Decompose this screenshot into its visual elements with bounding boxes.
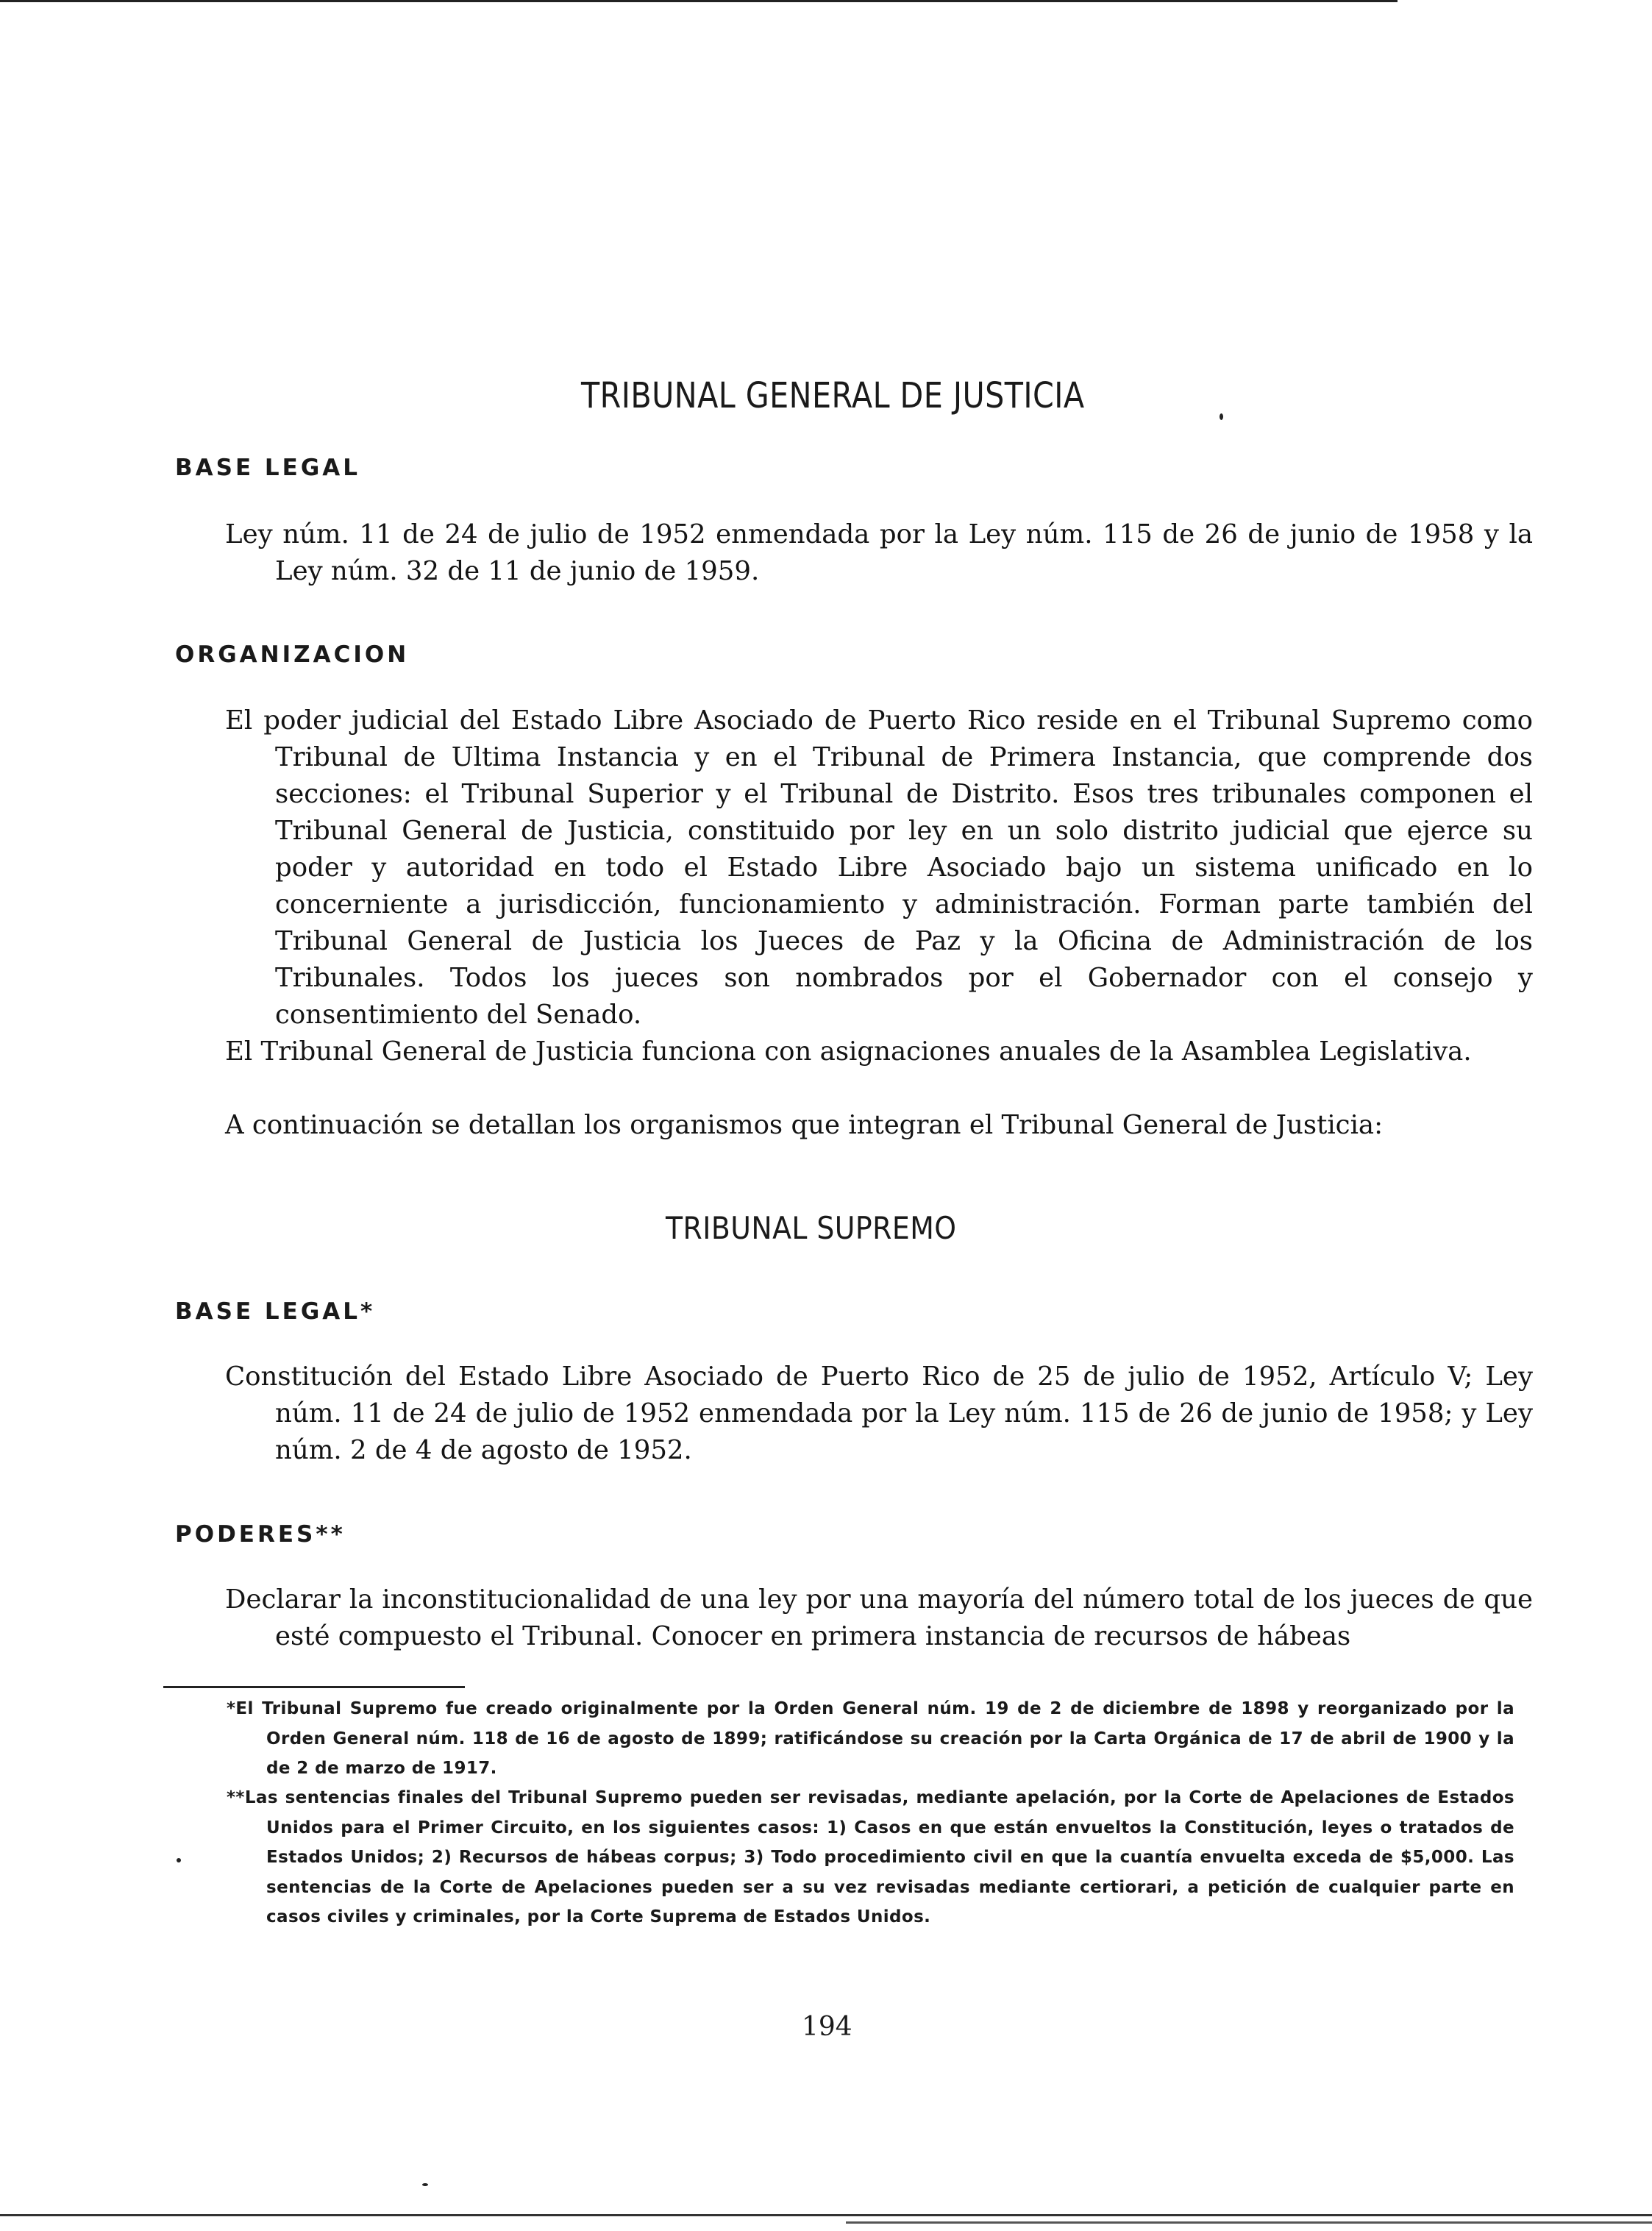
supremo-base-legal-text: Constitución del Estado Libre Asociado de Puerto Rico de 25 de julio de 1952, Artículo V; Ley núm. 11 de 24 de julio de 1952 enmendada por la Ley núm. 115 de 26 de junio de 1958; y Ley núm. 2 de 4 de agosto de 1952. <box>225 1362 1533 1465</box>
page-top-edge <box>0 0 1398 2</box>
ink-speck <box>177 1858 181 1862</box>
ink-speck <box>422 2183 428 2186</box>
supremo-base-legal-heading: BASE LEGAL* <box>175 1298 376 1325</box>
ink-speck <box>1220 413 1223 420</box>
page-bottom-edge <box>846 2221 1652 2224</box>
footnote-rule <box>163 1686 465 1688</box>
organizacion-paragraph: A continuación se detallan los organismos que integran el Tribunal General de Justicia: <box>225 1110 1384 1140</box>
page-title: TRIBUNAL GENERAL DE JUSTICIA <box>581 375 1085 416</box>
base-legal-heading: BASE LEGAL <box>175 455 361 481</box>
section-title: TRIBUNAL SUPREMO <box>666 1210 957 1246</box>
organizacion-paragraph: El Tribunal General de Justicia funciona con asignaciones anuales de la Asamblea Legislativa. <box>225 1036 1472 1067</box>
footnote: *El Tribunal Supremo fue creado originalmente por la Orden General núm. 19 de 2 de diciembre de 1898 y reorganizado por la Orden General núm. 118 de 16 de agosto de 1899; ratificándose su creación por la Carta Orgánica de 17 de abril de 1900 y la de 2 de marzo de 1917. <box>227 1699 1514 1778</box>
page-number: 194 <box>802 2012 852 2042</box>
organizacion-paragraph: El poder judicial del Estado Libre Asociado de Puerto Rico reside en el Tribunal Supremo como Tribunal de Ultima Instancia y en el Tribunal de Primera Instancia, que comprende dos secciones: el Tribunal Superior y el Tribunal de Distrito. Esos tres tribunales componen el Tribunal General de Justicia, constituido por ley en un solo distrito judicial que ejerce su poder y autoridad en todo el Estado Libre Asociado bajo un sistema unificado en lo concerniente a jurisdicción, funcionamiento y administración. Forman parte también del Tribunal General de Justicia los Jueces de Paz y la Oficina de Administración de los Tribunales. Todos los jueces son nombrados por el Gobernador con el consejo y consentimiento del Senado. <box>225 705 1533 1030</box>
base-legal-text: Ley núm. 11 de 24 de julio de 1952 enmendada por la Ley núm. 115 de 26 de junio de 1958 y la Ley núm. 32 de 11 de junio de 1959. <box>225 519 1533 586</box>
poderes-heading: PODERES** <box>175 1521 346 1548</box>
organizacion-heading: ORGANIZACION <box>175 641 410 668</box>
page-bottom-edge <box>0 2214 1652 2216</box>
poderes-text: Declarar la inconstitucionalidad de una ley por una mayoría del número total de los jueces de que esté compuesto el Tribunal. Conocer en primera instancia de recursos de hábeas <box>225 1584 1533 1651</box>
footnote: **Las sentencias finales del Tribunal Supremo pueden ser revisadas, mediante apelación, por la Corte de Apelaciones de Estados Unidos para el Primer Circuito, en los siguientes casos: 1) Casos en que están envueltos la Constitución, leyes o tratados de Estados Unidos; 2) Recursos de hábeas corpus; 3) Todo procedimiento civil en que la cuantía envuelta exceda de $5,000. Las sentencias de la Corte de Apelaciones pueden ser a su vez revisadas mediante certiorari, a petición de cualquier parte en casos civiles y criminales, por la Corte Suprema de Estados Unidos. <box>227 1788 1514 1926</box>
